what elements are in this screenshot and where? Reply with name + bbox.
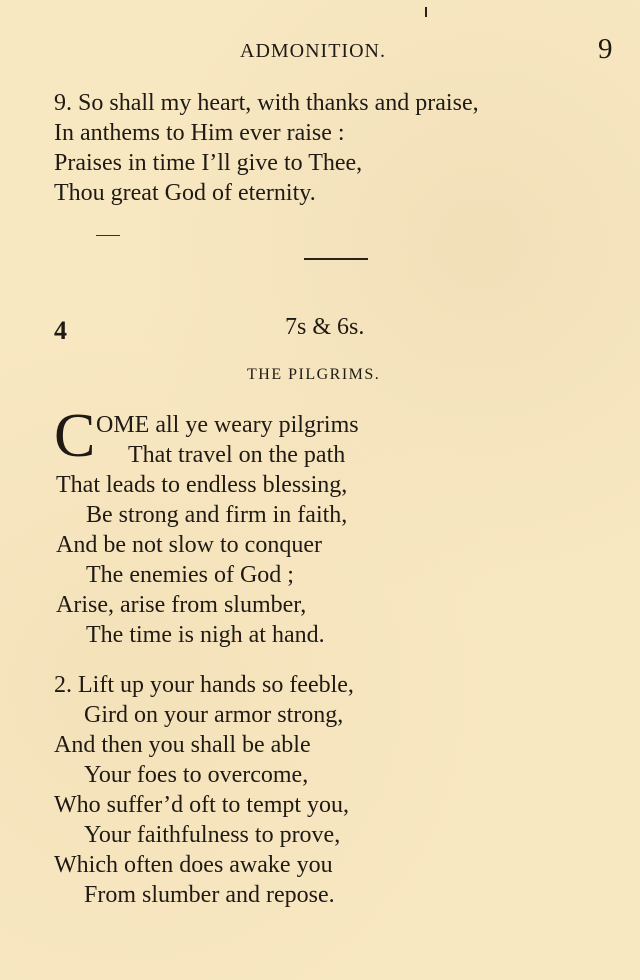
drop-cap: C	[54, 402, 96, 470]
verse-line: Your faithfulness to prove,	[84, 822, 341, 848]
verse-line: Praises in time I’ll give to Thee,	[54, 150, 363, 176]
verse-line: In anthems to Him ever raise :	[54, 120, 345, 146]
verse-line: Your foes to overcome,	[84, 762, 309, 788]
print-mark	[425, 7, 427, 17]
previous-hymn-stanza	[54, 88, 479, 208]
verse-line: The time is nigh at hand.	[86, 622, 325, 648]
verse-line: Which often does awake you	[54, 852, 333, 878]
verse-line: Who suffer’d oft to tempt you,	[54, 792, 350, 818]
hymn-meter: 7s & 6s.	[285, 314, 365, 340]
verse-line: And be not slow to conquer	[56, 532, 322, 558]
verse-line: Arise, arise from slumber,	[56, 592, 307, 618]
verse-line: The enemies of God ;	[86, 562, 294, 588]
verse-line: That leads to endless blessing,	[56, 472, 348, 498]
verse-line: Thou great God of eternity.	[54, 180, 316, 206]
hymn-title: THE PILGRIMS.	[247, 366, 381, 383]
verse-line: Gird on your armor strong,	[84, 702, 344, 728]
verse-line: From slumber and repose.	[84, 882, 335, 908]
verse-line: 9. So shall my heart, with thanks and praise,	[54, 90, 479, 116]
verse-line: Be strong and firm in faith,	[86, 502, 348, 528]
verse-line: OME all ye weary pilgrims	[96, 412, 359, 438]
decorative-dash	[96, 235, 120, 236]
hymn-number: 4	[54, 316, 67, 345]
page-number: 9	[598, 33, 613, 65]
hymn-stanza-1	[56, 410, 359, 650]
running-head: ADMONITION.	[240, 40, 386, 62]
verse-line: 2. Lift up your hands so feeble,	[54, 672, 354, 698]
section-divider	[304, 258, 368, 260]
verse-line: And then you shall be able	[54, 732, 311, 758]
hymn-stanza-2	[54, 670, 354, 910]
verse-line: That travel on the path	[128, 442, 346, 468]
